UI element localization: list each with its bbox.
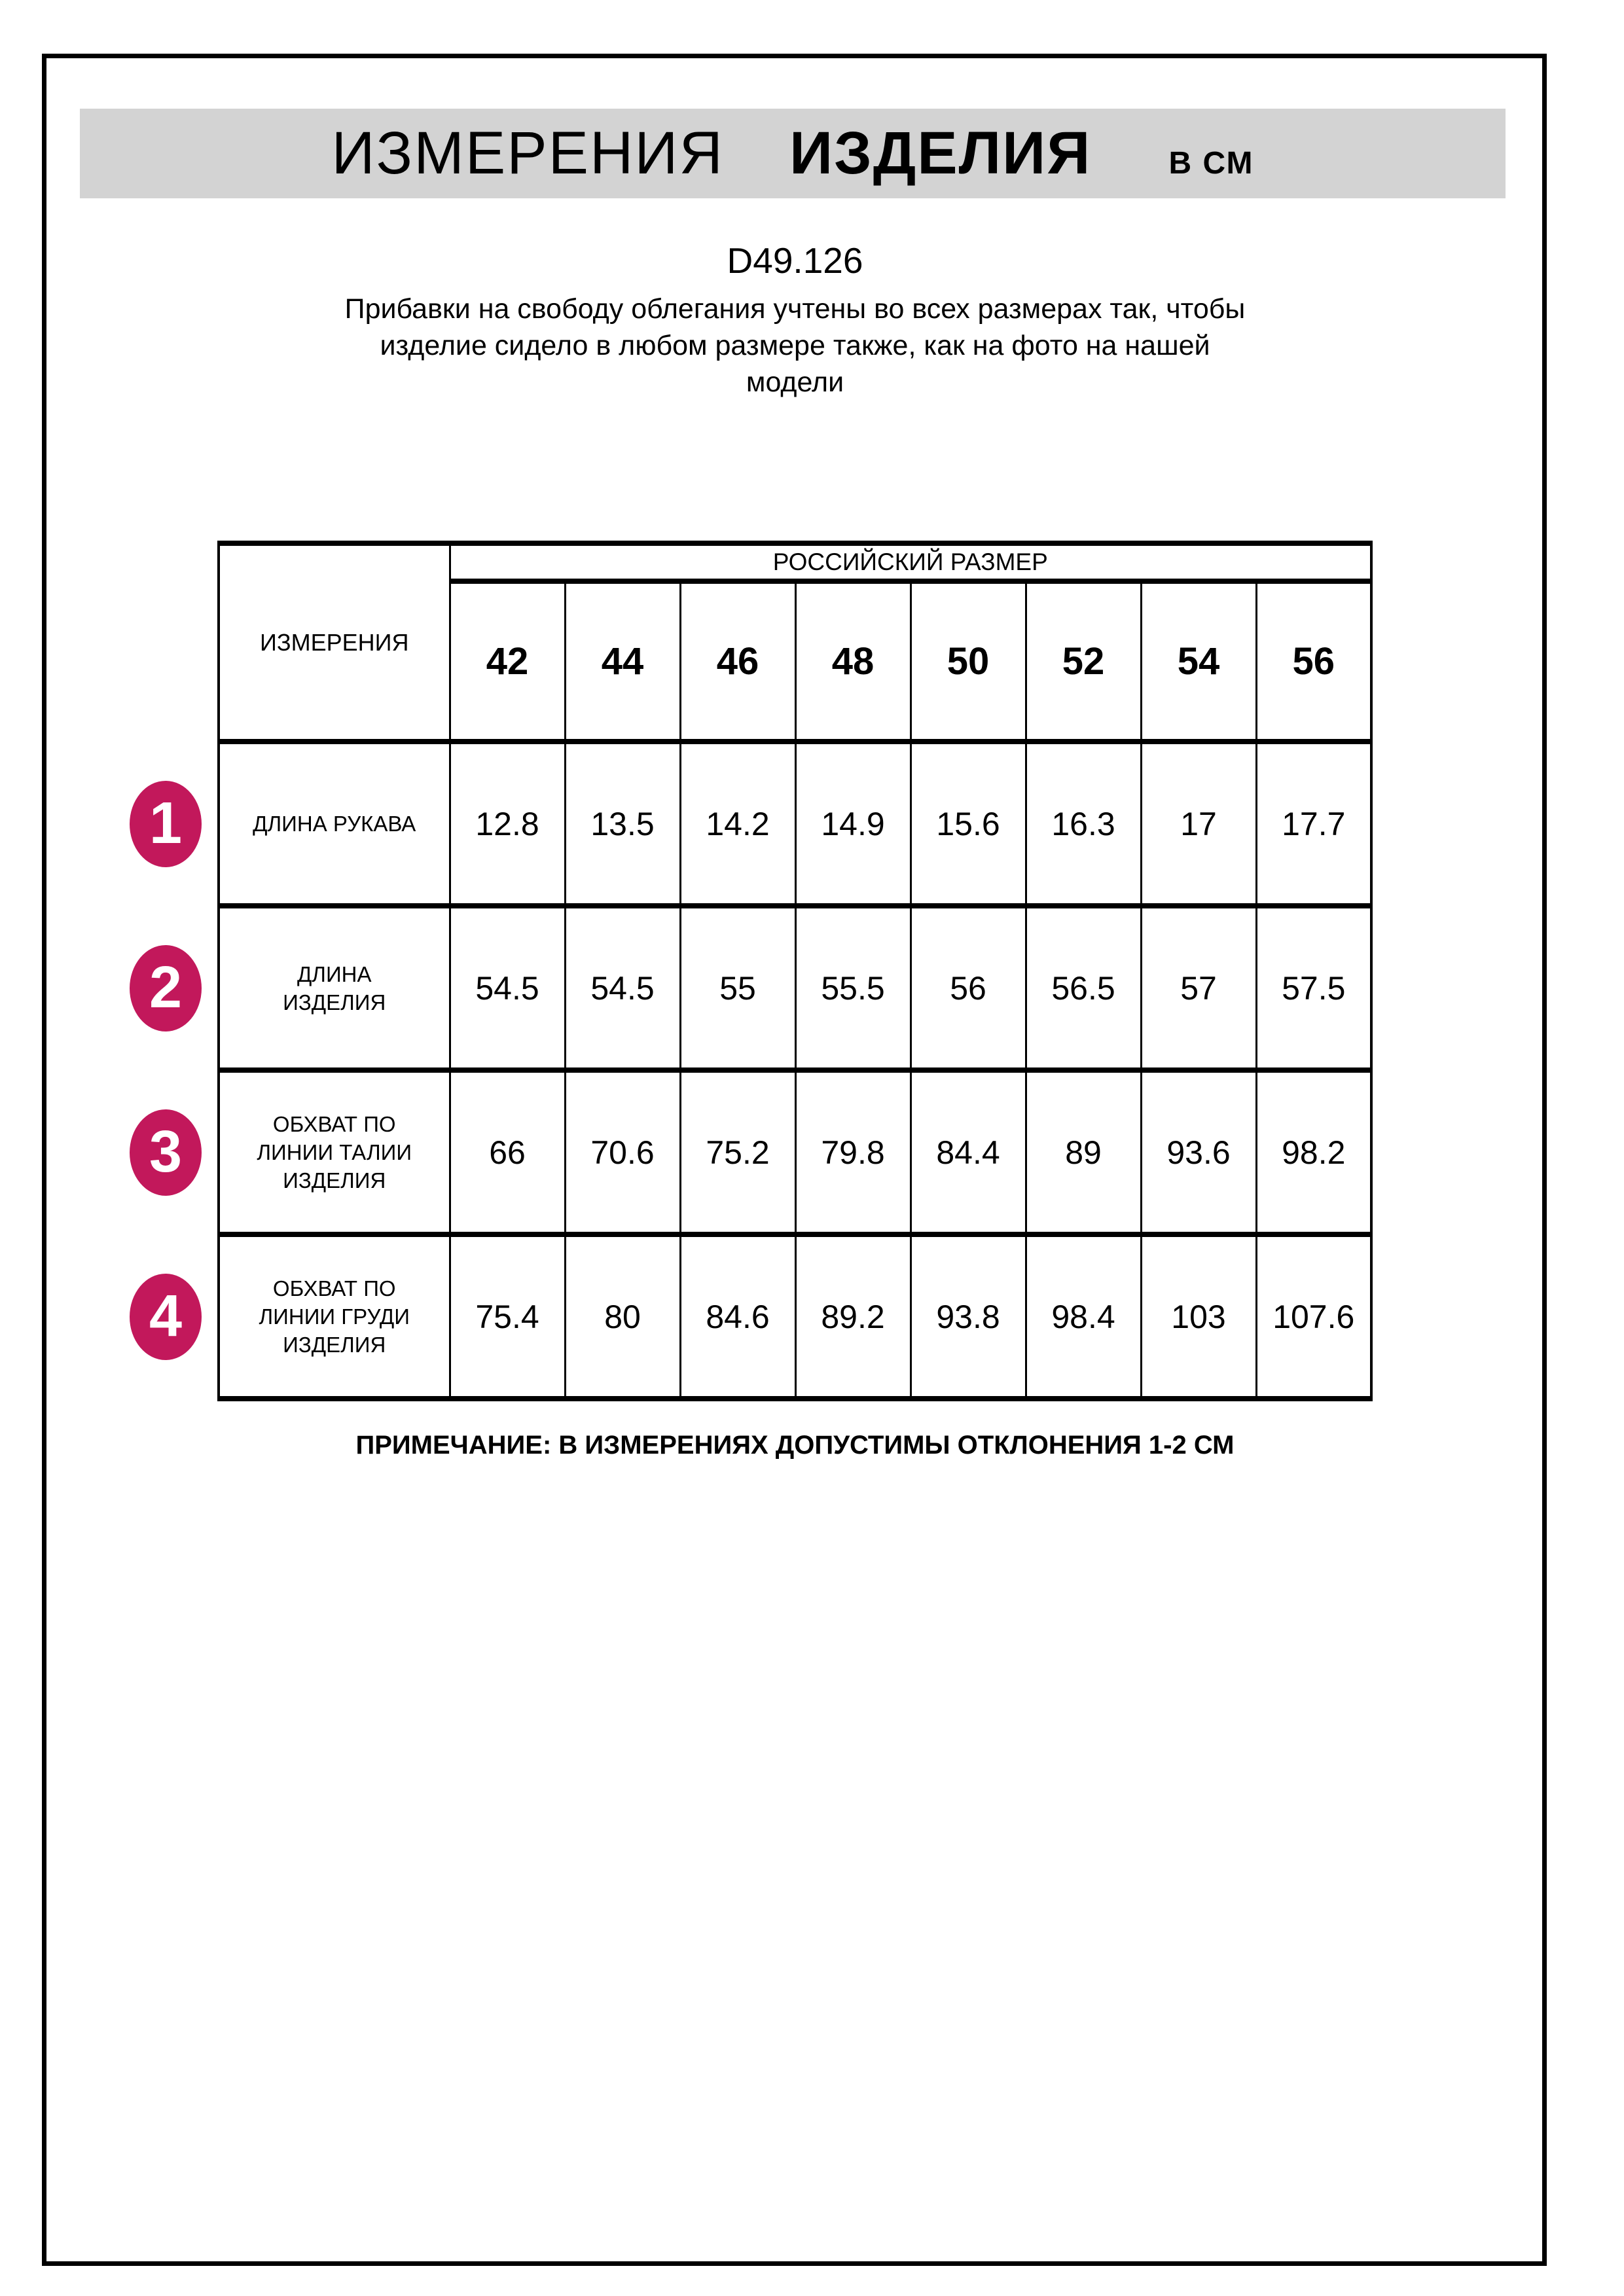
- page-title: [332, 119, 1254, 188]
- size-header-cell: 50: [911, 581, 1026, 742]
- title-word-product: ИЗДЕЛИЯ: [789, 120, 1092, 187]
- row-label: ДЛИНА: [297, 961, 372, 986]
- value-cell: 84.6: [680, 1234, 795, 1399]
- value-cell: 93.8: [911, 1234, 1026, 1399]
- value-cell: 93.6: [1141, 1070, 1256, 1234]
- badge-number: 4: [149, 1283, 183, 1349]
- size-header-cell: 52: [1026, 581, 1141, 742]
- value-cell: 89: [1026, 1070, 1141, 1234]
- row-number-badge: [130, 1109, 202, 1196]
- measurements-table: [149, 541, 1373, 1401]
- value-cell: 16.3: [1026, 742, 1141, 906]
- row-label-cell: [149, 1234, 450, 1399]
- value-cell: 98.2: [1256, 1070, 1371, 1234]
- size-header-cell: 48: [795, 581, 911, 742]
- row-label-cell: [149, 1070, 450, 1234]
- size-header-cell: 44: [565, 581, 680, 742]
- row-label: ИЗДЕЛИЯ: [283, 990, 386, 1014]
- value-cell: 55.5: [795, 906, 911, 1070]
- table-row-sleeve-length: [219, 742, 1371, 906]
- table-row-product-length: [219, 906, 1371, 1070]
- badge-number: 3: [149, 1119, 183, 1185]
- tolerance-note: ПРИМЕЧАНИЕ: В ИЗМЕРЕНИЯХ ДОПУСТИМЫ ОТКЛОНЕНИЯ 1-2 СМ: [355, 1431, 1235, 1460]
- value-cell: 80: [565, 1234, 680, 1399]
- value-cell: 17.7: [1256, 742, 1371, 906]
- value-cell: 75.4: [450, 1234, 565, 1399]
- row-label-cell: [149, 742, 450, 906]
- value-cell: 70.6: [565, 1070, 680, 1234]
- size-header-cell: 42: [450, 581, 565, 742]
- intro-paragraph: [43, 291, 1547, 401]
- row-number-badge: [130, 781, 202, 867]
- value-cell: 15.6: [911, 742, 1026, 906]
- badge-number: 2: [149, 955, 183, 1020]
- row-number-badge: [130, 945, 202, 1031]
- size-group-header-cell: РОССИЙСКИЙ РАЗМЕР: [450, 543, 1371, 581]
- model-code: D49.126: [727, 240, 863, 281]
- value-cell: 89.2: [795, 1234, 911, 1399]
- value-cell: 17: [1141, 742, 1256, 906]
- value-cell: 84.4: [911, 1070, 1026, 1234]
- value-cell: 75.2: [680, 1070, 795, 1234]
- size-header-cell: 46: [680, 581, 795, 742]
- value-cell: 107.6: [1256, 1234, 1371, 1399]
- row-label-cell: [149, 906, 450, 1070]
- row-label: ИЗДЕЛИЯ: [283, 1333, 386, 1357]
- value-cell: 12.8: [450, 742, 565, 906]
- value-cell: 13.5: [565, 742, 680, 906]
- value-cell: 54.5: [565, 906, 680, 1070]
- table-row-chest-girth: [219, 1234, 1371, 1399]
- size-header-cell: 54: [1141, 581, 1256, 742]
- row-label: ЛИНИИ ТАЛИИ: [257, 1140, 412, 1164]
- value-cell: 56.5: [1026, 906, 1141, 1070]
- row-label: ЛИНИИ ГРУДИ: [259, 1304, 410, 1329]
- corner-header-cell: ИЗМЕРЕНИЯ: [219, 543, 450, 742]
- value-cell: 79.8: [795, 1070, 911, 1234]
- intro-line: модели: [746, 367, 844, 398]
- intro-line: изделие сидело в любом размере также, как на фото на нашей: [380, 330, 1210, 361]
- row-label: ОБХВАТ ПО: [272, 1276, 396, 1300]
- value-cell: 57: [1141, 906, 1256, 1070]
- value-cell: 103: [1141, 1234, 1256, 1399]
- value-cell: 66: [450, 1070, 565, 1234]
- badge-number: 1: [149, 791, 183, 856]
- intro-line: Прибавки на свободу облегания учтены во всех размерах так, чтобы: [344, 293, 1246, 325]
- table-row-waist-girth: [219, 1070, 1371, 1234]
- value-cell: 56: [911, 906, 1026, 1070]
- title-unit-label: В СМ: [1168, 146, 1254, 181]
- value-cell: 54.5: [450, 906, 565, 1070]
- row-label: ИЗДЕЛИЯ: [283, 1168, 386, 1193]
- size-header-cell: 56: [1256, 581, 1371, 742]
- value-cell: 57.5: [1256, 906, 1371, 1070]
- title-band: [80, 109, 1506, 198]
- value-cell: 14.2: [680, 742, 795, 906]
- row-label: ДЛИНА РУКАВА: [253, 812, 416, 836]
- value-cell: 14.9: [795, 742, 911, 906]
- row-label: ОБХВАТ ПО: [272, 1112, 396, 1136]
- size-group-header-row: [219, 543, 1371, 581]
- value-cell: 98.4: [1026, 1234, 1141, 1399]
- row-number-badge: [130, 1274, 202, 1360]
- value-cell: 55: [680, 906, 795, 1070]
- title-word-measurements: ИЗМЕРЕНИЯ: [331, 120, 724, 187]
